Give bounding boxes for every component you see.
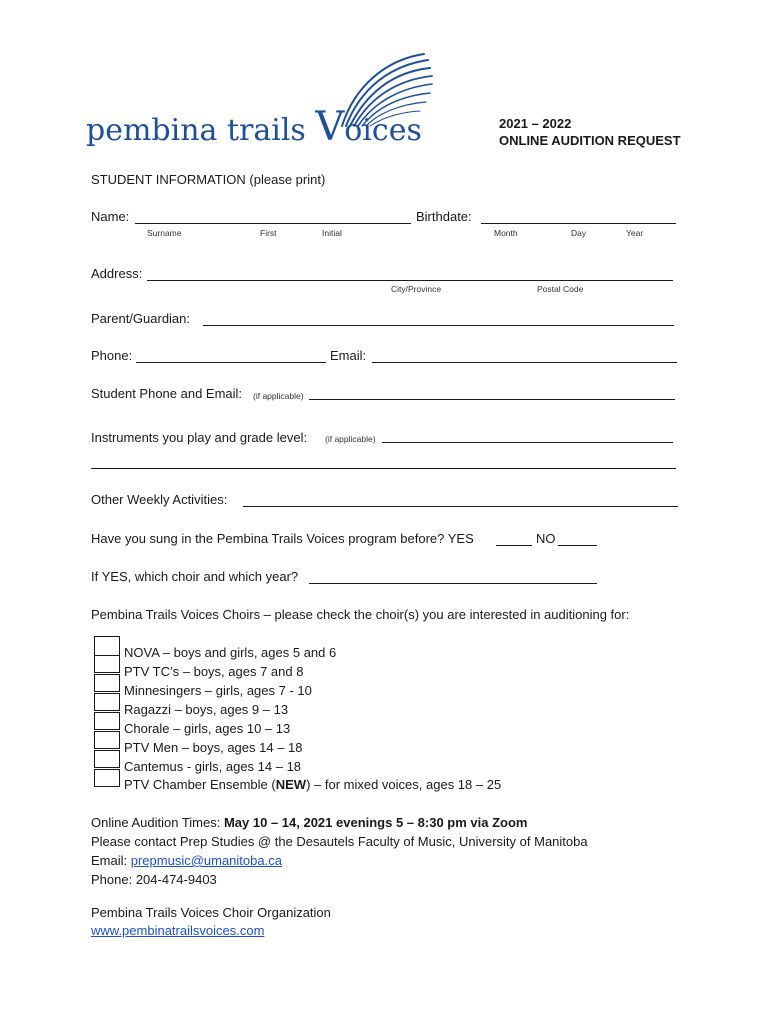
- instruments-label: Instruments you play and grade level:: [91, 430, 308, 445]
- email-label: Email:: [330, 348, 367, 363]
- yes-field[interactable]: [496, 545, 532, 546]
- choir-checkbox-chorale[interactable]: [94, 712, 120, 730]
- choir-checkbox-nova[interactable]: [94, 636, 120, 656]
- logo-text-oices: oices: [344, 113, 422, 148]
- instruments-note: (if applicable): [325, 434, 376, 444]
- choir-label-tcs: PTV TC’s – boys, ages 7 and 8: [124, 664, 304, 679]
- surname-caption: Surname: [147, 228, 182, 238]
- month-caption: Month: [494, 228, 518, 238]
- choir-checkbox-chamber[interactable]: [94, 769, 120, 787]
- sung-before-label: Have you sung in the Pembina Trails Voices program before? YES: [91, 531, 474, 546]
- no-label: NO: [536, 531, 556, 546]
- logo-text: pembina trails: [86, 113, 316, 148]
- section-heading: STUDENT INFORMATION (please print): [91, 172, 326, 187]
- page-title: ONLINE AUDITION REQUEST: [499, 133, 681, 148]
- which-choir-label: If YES, which choir and which year?: [91, 569, 299, 584]
- choir-label-ragazzi: Ragazzi – boys, ages 9 – 13: [124, 702, 289, 717]
- student-contact-label: Student Phone and Email:: [91, 386, 243, 401]
- choir-label-men: PTV Men – boys, ages 14 – 18: [124, 740, 303, 755]
- year-range: 2021 – 2022: [499, 116, 572, 131]
- email-field[interactable]: [372, 362, 677, 363]
- choir-label-minnesingers: Minnesingers – girls, ages 7 - 10: [124, 683, 312, 698]
- initial-caption: Initial: [322, 228, 342, 238]
- choirs-prompt: Pembina Trails Voices Choirs – please check the choir(s) you are interested in auditioning for:: [91, 607, 630, 622]
- phone-field[interactable]: [136, 362, 326, 363]
- instruments-field[interactable]: [382, 442, 673, 443]
- name-field[interactable]: [135, 223, 411, 224]
- org-name: Pembina Trails Voices Choir Organization: [91, 905, 331, 920]
- choir-label-cantemus: Cantemus - girls, ages 14 – 18: [124, 759, 302, 774]
- student-contact-field[interactable]: [309, 399, 675, 400]
- choir-checkbox-minnesingers[interactable]: [94, 674, 120, 692]
- birthdate-label: Birthdate:: [416, 209, 472, 224]
- other-field[interactable]: [243, 506, 678, 507]
- student-contact-note: (if applicable): [253, 391, 304, 401]
- parent-label: Parent/Guardian:: [91, 311, 191, 326]
- choir-label-chamber: PTV Chamber Ensemble (NEW) – for mixed voices, ages 18 – 25: [124, 777, 502, 792]
- website-link[interactable]: www.pembinatrailsvoices.com: [91, 923, 265, 938]
- postal-caption: Postal Code: [537, 284, 584, 294]
- audition-times-value: May 10 – 14, 2021 evenings 5 – 8:30 pm via Zoom: [223, 815, 528, 830]
- choir-label-chorale: Chorale – girls, ages 10 – 13: [124, 721, 291, 736]
- contact-email: Email: prepmusic@umanitoba.ca: [91, 853, 282, 868]
- birthdate-field[interactable]: [481, 223, 676, 224]
- year-caption: Year: [626, 228, 644, 238]
- choir-checkbox-ragazzi[interactable]: [94, 693, 120, 711]
- new-badge: NEW: [275, 777, 307, 792]
- day-caption: Day: [571, 228, 587, 238]
- first-caption: First: [260, 228, 277, 238]
- no-field[interactable]: [558, 545, 597, 546]
- name-label: Name:: [91, 209, 130, 224]
- audition-times: Online Audition Times: May 10 – 14, 2021 evenings 5 – 8:30 pm via Zoom: [91, 815, 528, 830]
- address-label: Address:: [91, 266, 143, 281]
- city-caption: City/Province: [391, 284, 442, 294]
- parent-field[interactable]: [203, 325, 674, 326]
- choir-label-nova: NOVA – boys and girls, ages 5 and 6: [124, 645, 337, 660]
- address-field[interactable]: [147, 280, 673, 281]
- instruments-field-2[interactable]: [91, 468, 676, 469]
- other-label: Other Weekly Activities:: [91, 492, 228, 507]
- logo: [86, 48, 422, 150]
- choir-checkbox-tcs[interactable]: [94, 655, 120, 673]
- choir-checkbox-cantemus[interactable]: [94, 750, 120, 768]
- logo-text-v: V: [315, 104, 345, 150]
- email-link[interactable]: prepmusic@umanitoba.ca: [130, 853, 282, 868]
- contact-text: Please contact Prep Studies @ the Desautels Faculty of Music, University of Manitoba: [91, 834, 588, 849]
- which-choir-field[interactable]: [309, 583, 597, 584]
- phone-label: Phone:: [91, 348, 133, 363]
- choir-checkbox-men[interactable]: [94, 731, 120, 749]
- contact-phone: Phone: 204-474-9403: [91, 872, 217, 887]
